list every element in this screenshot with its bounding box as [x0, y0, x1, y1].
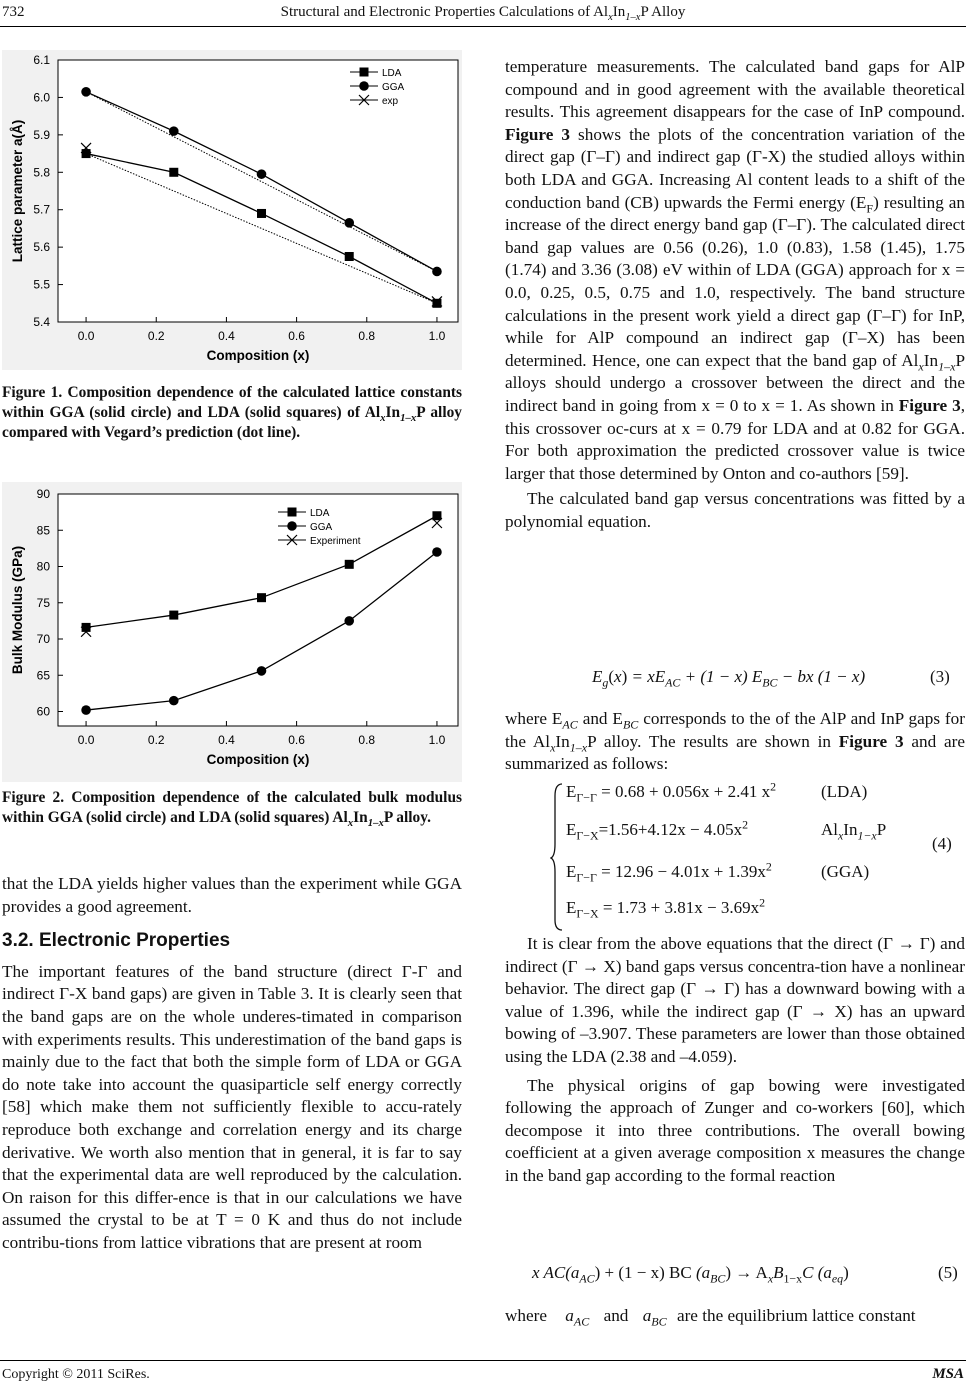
right-column-text	[505, 56, 965, 533]
equation-5-number: (5)	[938, 1263, 958, 1282]
data-point-gga	[81, 705, 91, 715]
data-point-lda	[345, 252, 354, 261]
legend-label-lda: LDA	[382, 68, 402, 79]
data-point-gga	[81, 87, 91, 97]
figure-1-caption: Figure 1. Composition dependence of the calculated lattice constants within GGA (solid circle) and LDA (solid squares) of $Al_xIn_{1-x}P$ alloy compared with Vegard’s prediction (dot line).	[2, 384, 462, 441]
figure-2	[2, 482, 462, 782]
legend-marker-gga	[359, 81, 369, 91]
equation-3-number: (3)	[930, 667, 950, 686]
x-tick-label: 0.4	[218, 329, 235, 343]
y-axis-label: Lattice parameter a(Å)	[10, 119, 25, 263]
equation-4-line-3: $E_{\Gamma-\Gamma} = 12.96 - 4.01x + 1.39x^2$ (GGA)	[566, 859, 870, 885]
copyright: Copyright © 2011 SciRes.	[2, 1367, 150, 1382]
data-point-gga	[432, 547, 442, 557]
y-tick-label: 5.6	[33, 240, 50, 255]
data-point-gga	[169, 126, 179, 136]
left-paragraph-1: that the LDA yields higher values than the experiment while GGA provides a good agreement.	[2, 874, 462, 916]
data-point-gga	[432, 267, 442, 277]
right-paragraph-4: It is clear from the above equations that the direct (Γ → Γ) and indirect (Γ → X) band gaps versus concentra-tion have a nonlinear behavior. The direct gap (Γ → Γ) has a downward bowing with a value of 1.396, while the indirect gap (Γ → X) has an upward bowing of –3.907. These parameters are lower than those obtained using the LDA (2.38 and –4.059).	[505, 934, 965, 1066]
y-tick-label: 5.5	[33, 277, 50, 292]
x-tick-label: 0.2	[147, 329, 165, 343]
x-tick-label: 0.0	[77, 329, 95, 343]
right-paragraph-6: where $a_{AC}$ and $a_{BC}$ are the equilibrium lattice constant	[505, 1306, 916, 1329]
right-paragraph-1: temperature measurements. The calculated band gaps for AlP compound and in good agreement with the available theoretical results. This agreement disappears for the case of InP compound. Figure 3 shows the plots of the concentration variation of the direct gap (Γ–Γ) and indirect gap (Γ-X) the studied alloys within both LDA and GGA. Increasing Al content leads to a shift of the conduction band (CB) upwards the Fermi energy $(E_F)$ resulting an increase of the direct energy band gap (Γ–Γ). The calculated direct band gap values are 0.56 (0.26), 1.0 (0.83), 1.58 (1.45), 1.75 (1.74) and 3.36 (3.08) eV within of LDA (GGA) approach for x = 0.0, 0.25, 0.5, 0.75 and 1.0, respectively. The band structure calculations in the present work yield a direct gap (Γ–Γ) for InP, while for AlP compound an indirect gap (Γ–X) has been determined. Hence, one can expect that the band gap of $Al_xIn_{1-x}P$ alloys should undergo a crossover between the direct and the indirect band in going from x = 0 to x = 1. As shown in Figure 3, this crossover oc-curs at x = 0.79 for LDA and at 0.82 for GGA. For both approximation the predicted crossover value is twice larger that those determined by Onton and co-authors [59].	[505, 57, 966, 483]
legend-label-exp: exp	[382, 96, 399, 107]
legend-marker-lda	[360, 68, 369, 77]
x-tick-label: 1.0	[428, 733, 446, 747]
left-column-text	[2, 873, 462, 1255]
equation-3: $E_g(x) = xE_{AC} + (1 - x) E_{BC}$ − bx (1 − x)	[592, 667, 866, 690]
y-tick-label: 6.1	[33, 53, 50, 67]
legend-label-gga: GGA	[382, 82, 405, 93]
y-tick-label: 5.8	[33, 165, 50, 180]
figure-1	[2, 50, 462, 370]
x-tick-label: 0.2	[147, 733, 165, 747]
x-tick-label: 0.4	[218, 733, 235, 747]
data-point-lda	[345, 560, 354, 569]
y-tick-label: 85	[36, 523, 50, 538]
right-paragraph-5: The physical origins of gap bowing were investigated following the approach of Zunger and co-workers [60], which decompose it into three contributions. The overall bowing coefficient at a given average composition x measures the change in the band gap according to the formal reaction	[505, 1075, 965, 1185]
page-header	[0, 0, 966, 30]
x-axis-label: Composition (x)	[206, 752, 310, 767]
journal-abbrev: MSA	[932, 1366, 964, 1382]
page-footer	[0, 1360, 966, 1386]
data-point-lda	[169, 168, 178, 177]
data-point-gga	[344, 218, 354, 228]
right-paragraph-3: where $E_{AC}$ and $E_{BC}$ corresponds to the of the AlP and InP gaps for the $Al_xIn_{1-x}P$ alloy. The results are shown in Figure 3 and are summarized as follows:	[505, 709, 965, 774]
legend-marker-gga	[287, 521, 297, 531]
equation-4-line-4: $E_{\Gamma-X} = 1.73 + 3.81x - 3.69x^2$	[566, 895, 766, 921]
data-point-lda	[432, 511, 441, 520]
y-tick-label: 65	[36, 668, 50, 683]
equation-5: x $AC(a_{AC}) + (1 - x)$ BC $(a_{BC}) \to A_xB_{1-x}C$ $(a_{eq})$	[532, 1263, 849, 1286]
right-text-lower	[505, 933, 965, 1188]
page-number: 732	[2, 4, 25, 20]
data-point-lda	[257, 593, 266, 602]
legend-label-lda: LDA	[310, 508, 330, 519]
y-tick-label: 5.7	[33, 202, 50, 217]
x-tick-label: 0.0	[77, 733, 95, 747]
y-tick-label: 5.9	[33, 127, 50, 142]
data-point-lda	[432, 299, 441, 308]
x-axis-label: Composition (x)	[206, 348, 310, 363]
x-tick-label: 0.6	[288, 733, 305, 747]
equation-4-line-1: $E_{\Gamma-\Gamma} = 0.68 + 0.056x + 2.41$ $x^2$ (LDA)	[566, 779, 868, 805]
x-tick-label: 0.8	[358, 329, 376, 343]
footer-rule	[0, 1360, 966, 1361]
left-paragraph-2: The important features of the band structure (direct Γ-Γ and indirect Γ-X band gaps) are given in Table 3. It is clearly seen that the band gaps are on the whole underes-timated in comparison with experiments results. This underestimation of the band gaps is mainly due to the fact that both the simple form of LDA or GGA do note take into account the quasiparticle self energy correctly [58] which make them not sufficiently flexible to accu-rately reproduce both exchange and correlation energy and its charge derivative. We worth also mention that in general, it is far to say that the experimental data are well reproduced by the calculation. On raison for this differ-ence is that in our calculations we have assumed the crystal to be at T = 0 K and thus do not include contribu-tions from lattice vibrations that are present at room	[2, 961, 462, 1252]
equation-4-number: (4)	[932, 834, 952, 853]
data-point-gga	[257, 169, 267, 179]
x-tick-label: 1.0	[428, 329, 446, 343]
y-axis-label: Bulk Modulus (GPa)	[10, 545, 25, 675]
legend-marker-lda	[288, 508, 297, 517]
equation-4-line-2: $E_{\Gamma-X}=1.56+4.12x - 4.05x^2$ $Al_xIn_{1-x}P$	[566, 817, 887, 843]
y-tick-label: 60	[36, 704, 50, 719]
legend-label-experiment: Experiment	[310, 536, 361, 547]
equation-4-brace	[550, 782, 566, 932]
data-point-gga	[257, 666, 267, 676]
figure-2-chart	[2, 482, 462, 782]
y-tick-label: 6.0	[33, 90, 50, 105]
plot-frame	[58, 494, 458, 726]
y-tick-label: 70	[36, 632, 50, 646]
right-paragraph-2: The calculated band gap versus concentrations was fitted by a polynomial equation.	[505, 489, 965, 531]
running-title: Structural and Electronic Properties Calculations of $Al_xIn_{1-x}P$ Alloy	[280, 4, 686, 23]
y-tick-label: 75	[36, 595, 50, 610]
data-point-lda	[257, 209, 266, 218]
y-tick-label: 5.4	[33, 315, 50, 329]
legend-label-gga: GGA	[310, 522, 333, 533]
figure-2-caption: Figure 2. Composition dependence of the calculated bulk modulus within GGA (solid circle) and LDA (solid squares) $Al_xIn_{1-x}P$ alloy.	[2, 789, 462, 830]
data-point-gga	[169, 696, 179, 706]
figure-1-chart	[2, 50, 462, 370]
x-tick-label: 0.8	[358, 733, 376, 747]
y-tick-label: 80	[36, 559, 50, 574]
x-tick-label: 0.6	[288, 329, 305, 343]
section-heading: 3.2. Electronic Properties	[2, 930, 231, 952]
equation-4	[550, 779, 930, 942]
data-point-lda	[82, 623, 91, 632]
data-point-gga	[344, 616, 354, 626]
y-tick-label: 90	[36, 487, 50, 501]
header-rule	[0, 26, 966, 27]
data-point-lda	[169, 611, 178, 620]
